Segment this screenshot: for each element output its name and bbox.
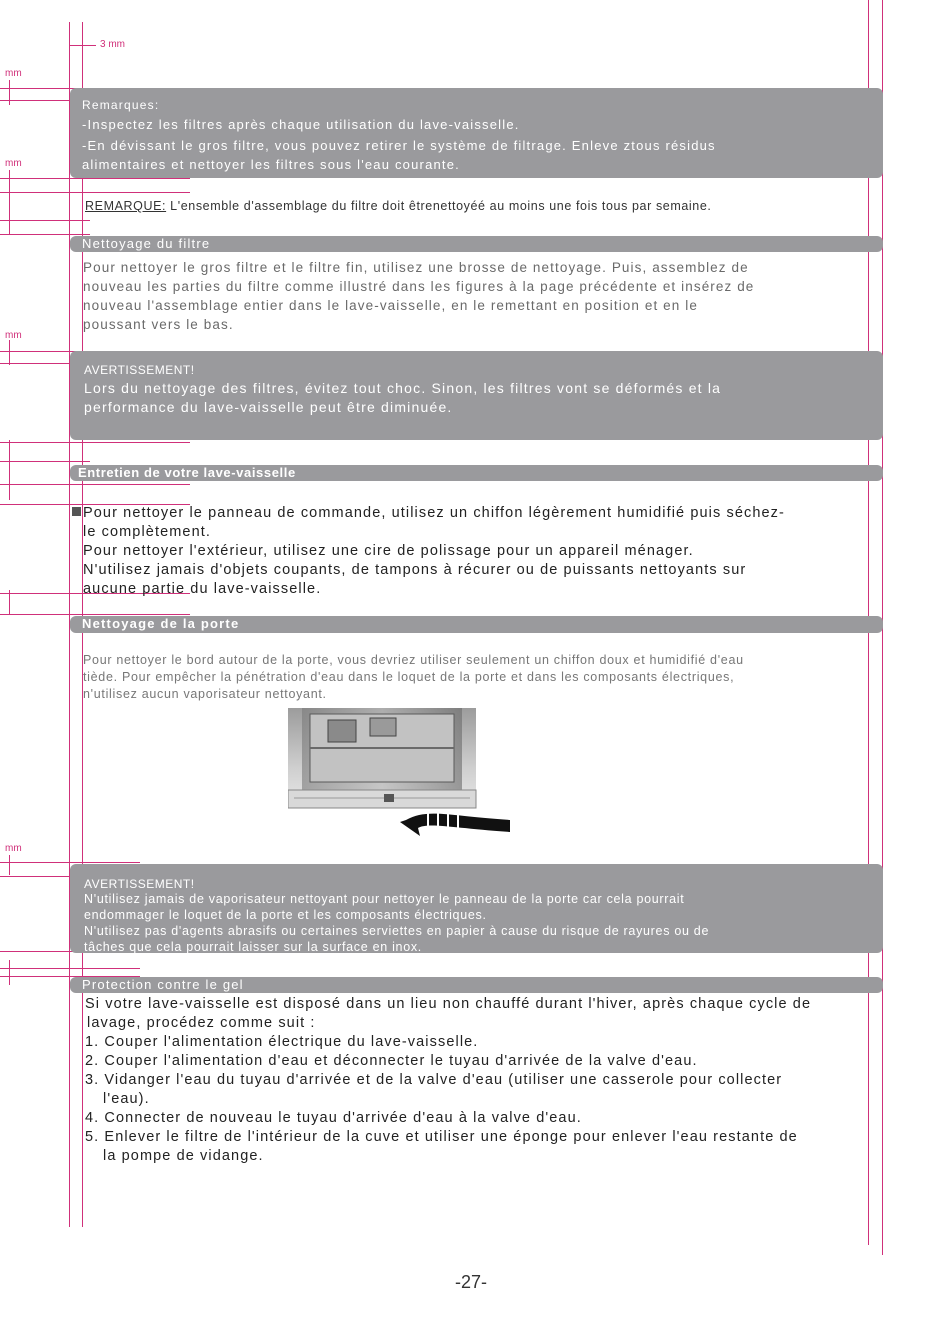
crop-mark-label: 3 mm <box>100 39 125 50</box>
remarques-line: -Inspectez les filtres après chaque utilisation du lave-vaisselle. <box>82 117 520 132</box>
remarques-title: Remarques: <box>82 98 160 112</box>
warning-title: AVERTISSEMENT! <box>84 363 195 377</box>
paragraph-line: Pour nettoyer le panneau de commande, utilisez un chiffon légèrement humidifié puis séchez- <box>83 505 785 521</box>
remarque-label: REMARQUE: <box>85 199 167 213</box>
warning-line: Lors du nettoyage des filtres, évitez tout choc. Sinon, les filtres vont se déformés et la <box>84 380 722 396</box>
list-item: 4. Connecter de nouveau le tuyau d'arrivée d'eau à la valve d'eau. <box>85 1110 582 1126</box>
warning-box <box>70 351 883 440</box>
warning-line: N'utilisez jamais de vaporisateur nettoyant pour nettoyer le panneau de la porte car cela pourrait <box>84 892 685 906</box>
crop-mark-vertical <box>9 170 10 235</box>
paragraph-line: aucune partie du lave-vaisselle. <box>83 581 322 597</box>
crop-mark-horizontal <box>0 461 90 462</box>
remarque-note <box>85 199 711 213</box>
bullet-square-icon <box>72 507 81 516</box>
list-item: 5. Enlever le filtre de l'intérieur de la cuve et utiliser une éponge pour enlever l'eau restante de <box>85 1129 798 1145</box>
dishwasher-door-illustration <box>288 708 513 836</box>
crop-mark-horizontal <box>0 862 140 863</box>
paragraph-line: lavage, procédez comme suit : <box>87 1015 316 1031</box>
paragraph-line: Pour nettoyer le bord autour de la porte, vous devriez utiliser seulement un chiffon doux et humidifié d'eau <box>83 653 744 667</box>
crop-mark-horizontal <box>0 192 190 193</box>
crop-mark-horizontal <box>0 234 90 235</box>
crop-mark-vertical <box>9 855 10 875</box>
section-heading-band <box>70 977 883 993</box>
filtre-paragraph <box>83 258 878 334</box>
paragraph-line: Pour nettoyer le gros filtre et le filtre fin, utilisez une brosse de nettoyage. Puis, assemblez de <box>83 260 749 275</box>
crop-mark-label: mm <box>5 330 22 341</box>
paragraph-line: N'utilisez jamais d'objets coupants, de tampons à récurer ou de puissants nettoyants sur <box>83 562 747 578</box>
paragraph-line: poussant vers le bas. <box>83 317 234 332</box>
section-heading-band <box>70 236 883 252</box>
remarques-line: alimentaires et nettoyer les filtres sous l'eau courante. <box>82 157 460 172</box>
paragraph-line: nouveau l'assemblage entier dans le lave-vaisselle, en le remettant en position et en le <box>83 298 698 313</box>
crop-mark-label: mm <box>5 68 22 79</box>
crop-mark-horizontal <box>0 484 190 485</box>
section-heading: Nettoyage du filtre <box>82 236 211 251</box>
crop-mark-vertical <box>9 960 10 985</box>
paragraph-line: n'utilisez aucun vaporisateur nettoyant. <box>83 687 327 701</box>
crop-mark-horizontal <box>0 442 190 443</box>
list-item: 1. Couper l'alimentation électrique du lave-vaisselle. <box>85 1034 479 1050</box>
entretien-paragraph <box>83 504 878 599</box>
warning-line: N'utilisez pas d'agents abrasifs ou certaines serviettes en papier à cause du risque de rayures ou de <box>84 924 710 938</box>
warning-line: endommager le loquet de la porte et les composants électriques. <box>84 908 487 922</box>
crop-mark-vertical <box>9 440 10 500</box>
paragraph-line: le complètement. <box>83 524 212 540</box>
paragraph-line: Pour nettoyer l'extérieur, utilisez une cire de polissage pour un appareil ménager. <box>83 543 694 559</box>
gel-paragraph <box>85 995 885 1166</box>
paragraph-line: nouveau les parties du filtre comme illustré dans les figures à la page précédente et insérez de <box>83 279 755 294</box>
remarques-box <box>70 88 883 178</box>
warning-title: AVERTISSEMENT! <box>84 877 195 891</box>
crop-mark-label: mm <box>5 843 22 854</box>
section-heading: Protection contre le gel <box>82 977 244 992</box>
crop-mark-vertical <box>9 80 10 105</box>
crop-mark-horizontal <box>0 178 190 179</box>
crop-mark-horizontal <box>0 614 190 615</box>
warning-line: tâches que cela pourrait laisser sur la surface en inox. <box>84 940 422 954</box>
crop-mark-horizontal <box>0 220 90 221</box>
paragraph-line: tiède. Pour empêcher la pénétration d'eau dans le loquet de la porte et dans les composants électriques, <box>83 670 735 684</box>
list-item-continuation: l'eau). <box>103 1091 150 1107</box>
section-heading: Nettoyage de la porte <box>82 616 240 631</box>
paragraph-line: Si votre lave-vaisselle est disposé dans un lieu non chauffé durant l'hiver, après chaque cycle de <box>85 996 812 1012</box>
section-heading-band <box>70 616 883 633</box>
warning-box <box>70 864 883 953</box>
remarques-line: -En dévissant le gros filtre, vous pouvez retirer le système de filtrage. Enleve ztous résidus <box>82 138 716 153</box>
page-number: -27- <box>455 1272 488 1292</box>
crop-mark-horizontal <box>69 45 96 46</box>
porte-paragraph <box>83 652 878 703</box>
crop-mark-horizontal <box>0 968 140 969</box>
crop-mark-vertical <box>9 340 10 365</box>
list-item: 2. Couper l'alimentation d'eau et déconnecter le tuyau d'arrivée de la valve d'eau. <box>85 1053 698 1069</box>
list-item: 3. Vidanger l'eau du tuyau d'arrivée et de la valve d'eau (utiliser une casserole pour collecter <box>85 1072 783 1088</box>
remarque-text: L'ensemble d'assemblage du filtre doit êtrenettoyéé au moins une fois tous par semaine. <box>166 199 712 213</box>
list-item-continuation: la pompe de vidange. <box>103 1148 264 1164</box>
section-heading-band <box>70 465 883 481</box>
crop-mark-label: mm <box>5 158 22 169</box>
section-heading: Entretien de votre lave-vaisselle <box>78 465 296 480</box>
warning-line: performance du lave-vaisselle peut être diminuée. <box>84 399 453 415</box>
